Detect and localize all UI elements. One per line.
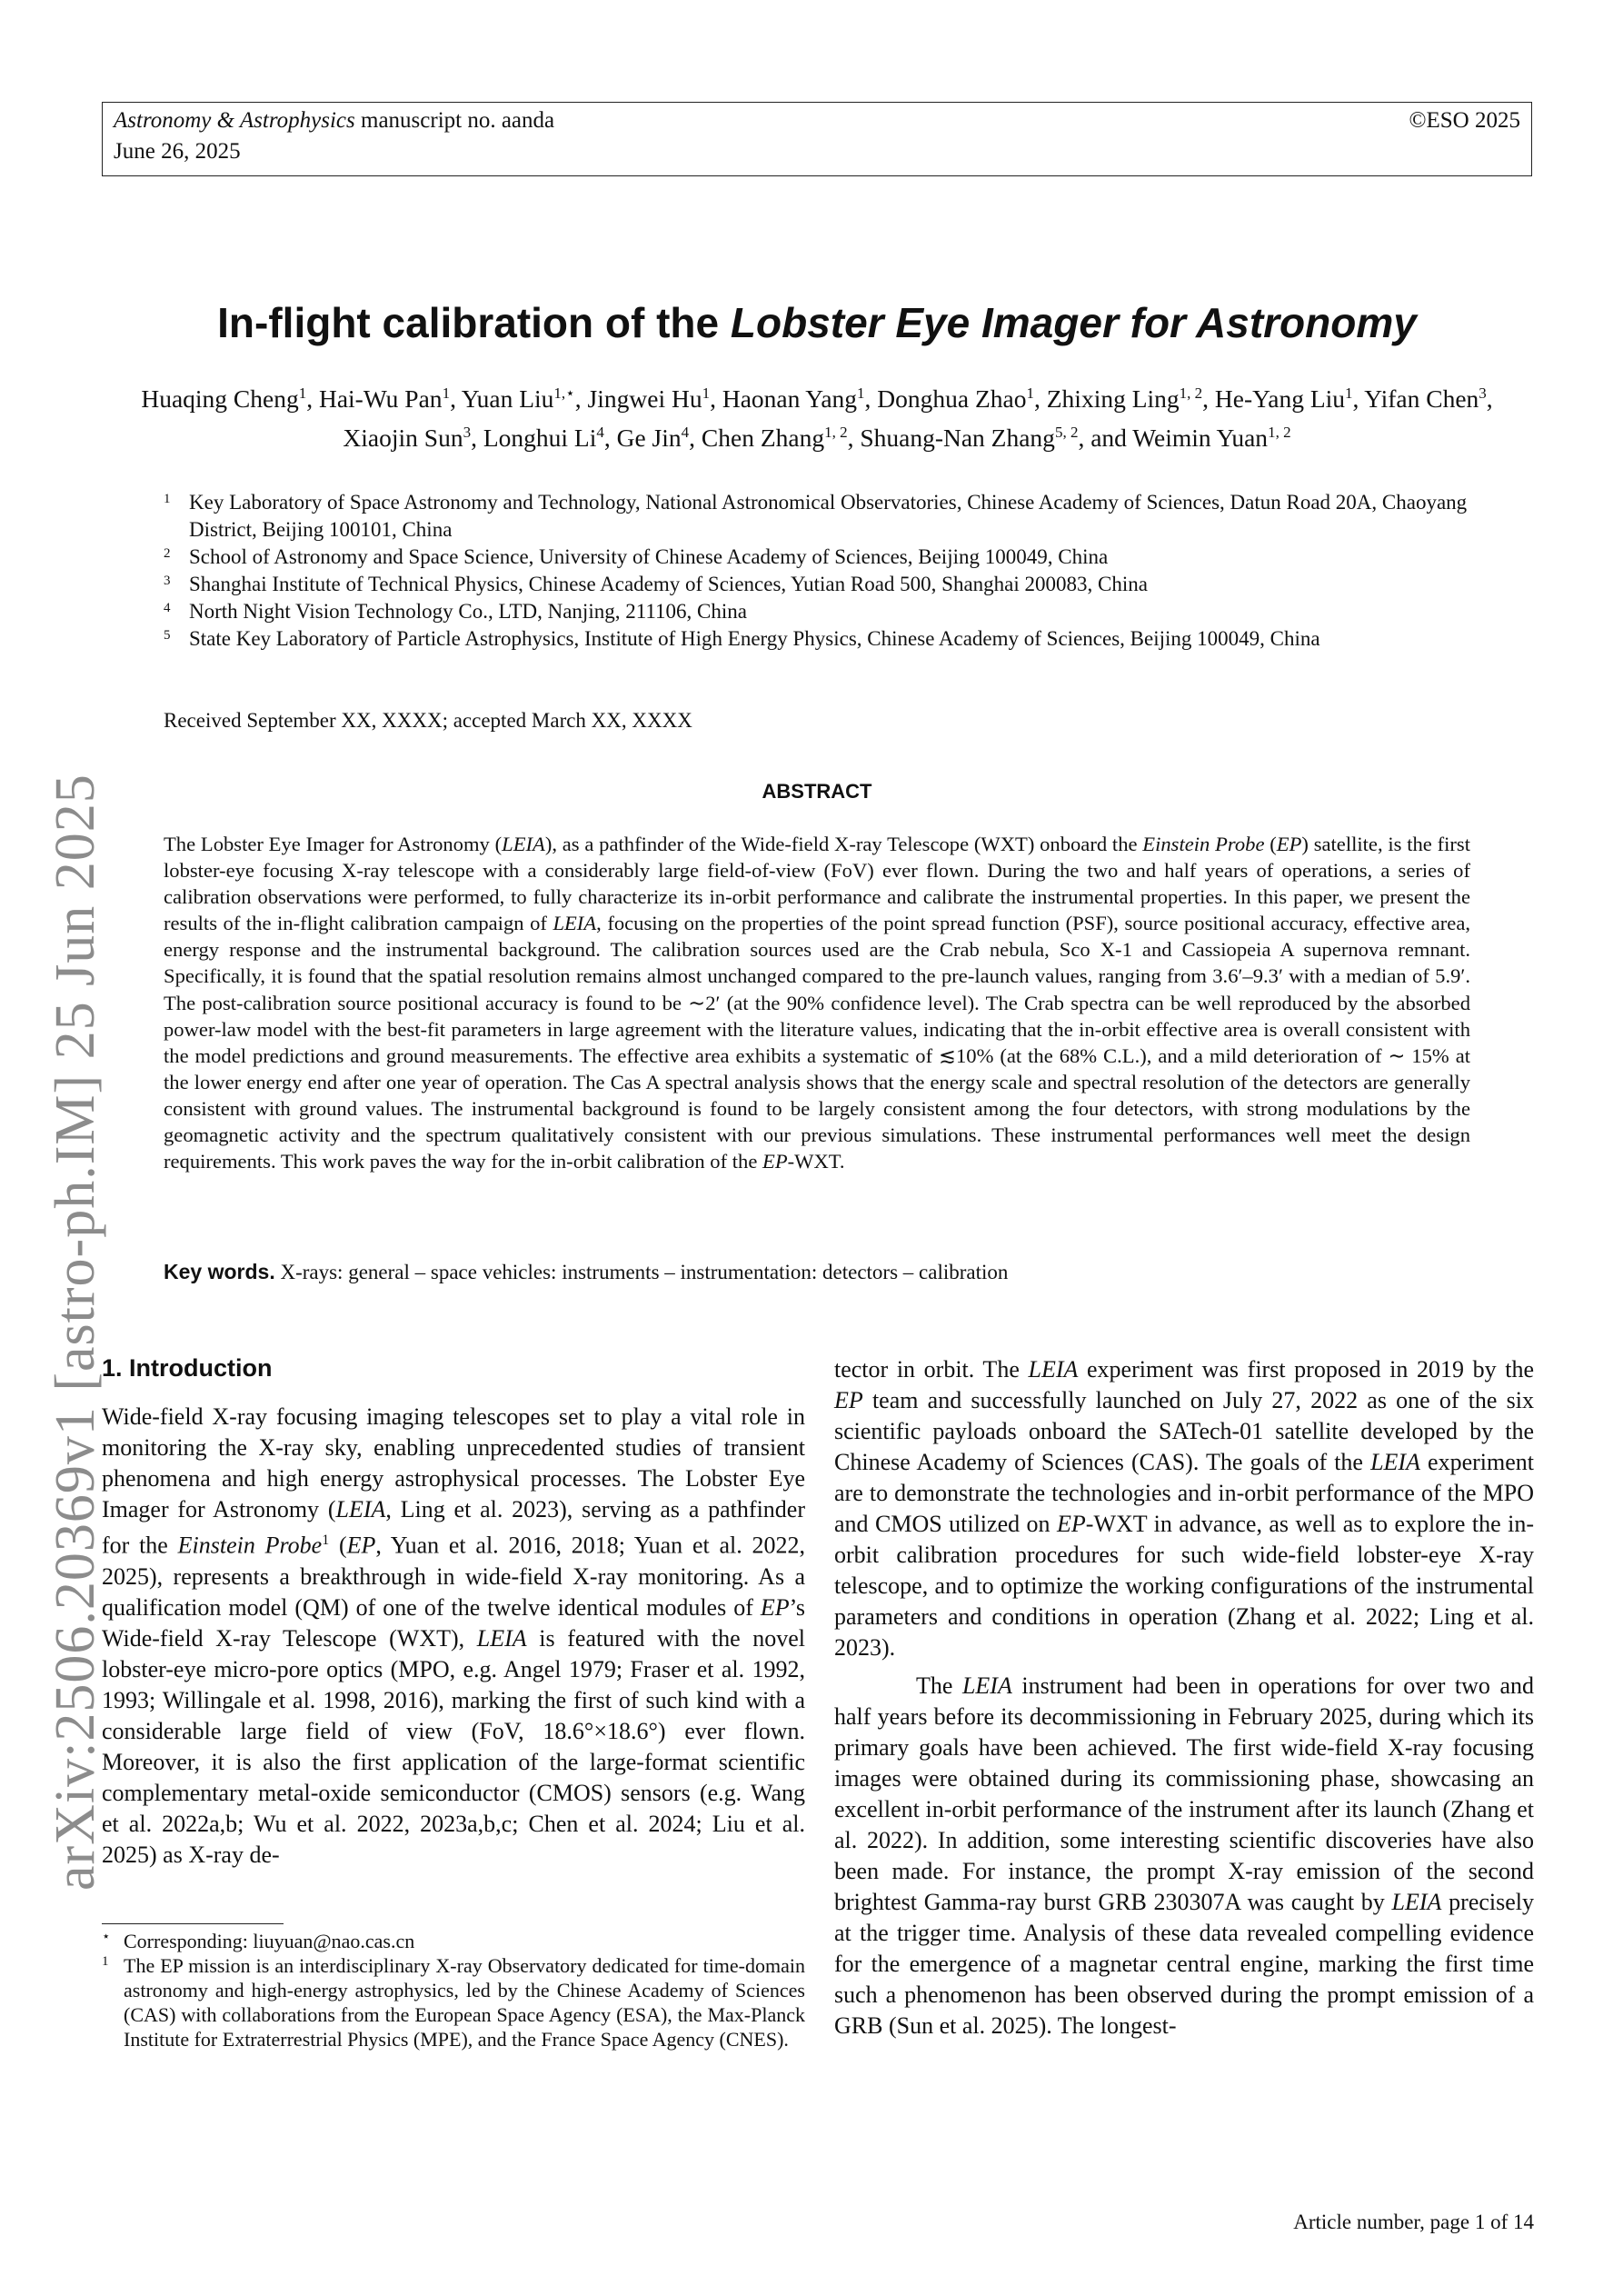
affiliation: 4 North Night Vision Technology Co., LTD, Nanjing, 211106, China (164, 600, 747, 623)
received-dates: Received September XX, XXXX; accepted March XX, XXXX (164, 709, 692, 732)
manuscript-date: June 26, 2025 (114, 139, 241, 164)
footnote-divider (102, 1923, 284, 1924)
abstract-text: The Lobster Eye Imager for Astronomy (LEIA), as a pathfinder of the Wide-field X-ray Telescope (WXT) onboard the Einstein Probe (EP) satellite, is the first lobster-eye focusing X-ray telescope with a considerably large field-of-view (FoV) ever flown. During the two and half years of operations, a series of calibration observations were performed, to fully characterize its in-orbit performance and calibrate the instrumental properties. In this paper, we present the results of the in-flight calibration campaign of LEIA, focusing on the properties of the point spread function (PSF), source positional accuracy, effective area, energy response and the instrumental background. The calibration sources used are the Crab nebula, Sco X-1 and Cassiopeia A supernova remnant. Specifically, it is found that the spatial resolution remains almost unchanged compared to the pre-launch values, ranging from 3.6′–9.3′ with a median of 5.9′. The post-calibration source positional accuracy is found to be ∼2′ (at the 90% confidence level). The Crab spectra can be well reproduced by the absorbed power-law model with the best-fit parameters in large agreement with the literature values, indicating that the in-orbit effective area is overall consistent with the model predictions and ground measurements. The effective area exhibits a systematic of ≲10% (at the 68% C.L.), and a mild deterioration of ∼ 15% at the lower energy end after one year of operation. The Cas A spectral analysis shows that the energy scale and spectral resolution of the detectors are generally consistent with ground values. The instrumental background is found to be largely consistent among the four detectors, with strong modulations by the geomagnetic activity and the spectrum qualitatively consistent with our previous simulations. These instrumental performances well meet the design requirements. This work paves the way for the in-orbit calibration of the EP-WXT. (164, 833, 1470, 1173)
paper-title: In-flight calibration of the Lobster Eye Imager for Astronomy (217, 299, 1417, 346)
arxiv-identifier[interactable]: arXiv:2506.20369v1 [astro-ph.IM] 25 Jun 2025 (45, 774, 106, 1891)
paragraph: The LEIA instrument had been in operations for over two and half years before its decommissioning in February 2025, during which its primary goals have been achieved. The first wide-field X-ray focusing images were obtained during its commissioning phase, showcasing an excellent in-orbit performance of the instrument after its launch (Zhang et al. 2022). In addition, some interesting scientific discoveries have also been made. For instance, the prompt X-ray emission of the second brightest Gamma-ray burst GRB 230307A was caught by LEIA precisely at the trigger time. Analysis of these data revealed compelling evidence for the emergence of a magnetar central engine, marking the first time such a phenomenon has been observed during the prompt emission of a GRB (Sun et al. 2025). The longest- (834, 1672, 1535, 2039)
journal-header (102, 102, 1532, 176)
intro-right-column (834, 1354, 1534, 2041)
affiliation: 3 Shanghai Institute of Technical Physics, Chinese Academy of Sciences, Yutian Road 500, Shanghai 200083, China (164, 573, 1148, 595)
affiliations (164, 489, 1490, 653)
page-footer: Article number, page 1 of 14 (1293, 2211, 1534, 2233)
keywords: Key words. X-rays: general – space vehicles: instruments – instrumentation: detectors – calibration (164, 1260, 1009, 1283)
abstract-heading: ABSTRACT (762, 780, 872, 803)
journal-name: Astronomy & Astrophysics manuscript no. aanda (114, 108, 555, 133)
footnote-ep-mission: 1 The EP mission is an interdisciplinary X-ray Observatory dedicated for time-domain astronomy and high-energy astrophysics, led by the Chinese Academy of Sciences (CAS) with collaborations from the European Space Agency (ESA), the Max-Planck Institute for Extraterrestrial Physics (MPE), and the France Space Agency (CNES). (102, 1954, 805, 2051)
affiliation: 5 State Key Laboratory of Particle Astrophysics, Institute of High Energy Physics, Chinese Academy of Sciences, Beijing 100049, China (164, 627, 1320, 650)
affiliation: 1 Key Laboratory of Space Astronomy and Technology, National Astronomical Observatories, Chinese Academy of Sciences, Datun Road 20A, Chaoyang District, Beijing 100101, China (164, 491, 1468, 541)
paragraph: tector in orbit. The LEIA experiment was first proposed in 2019 by the EP team and successfully launched on July 27, 2022 as one of the six scientific payloads onboard the SATech-01 satellite developed by the Chinese Academy of Sciences (CAS). The goals of the LEIA experiment are to demonstrate the technologies and in-orbit performance of the MPO and CMOS utilized on EP-WXT in advance, as well as to explore the in-orbit calibration procedures for such wide-field lobster-eye X-ray telescope, and to optimize the working configurations of the instrumental parameters and conditions in operation (Zhang et al. 2022; Ling et al. 2023). (834, 1356, 1535, 1661)
section-heading-introduction: 1. Introduction (102, 1354, 273, 1382)
copyright: ©ESO 2025 (1409, 108, 1520, 133)
footnotes (102, 1929, 805, 2051)
footnote-corresponding: ⋆ Corresponding: liuyuan@nao.cas.cn (102, 1930, 415, 1952)
affiliation: 2 School of Astronomy and Space Science, University of Chinese Academy of Sciences, Beijing 100049, China (164, 545, 1109, 568)
author-list: Huaqing Cheng$^1$, Hai-Wu Pan$^1$, Yuan Liu$^{1,⋆}$, Jingwei Hu$^1$, Haonan Yang$^1$, Donghua Zhao$^1$, Zhixing Ling$^{1, 2}$, He-Yang Liu$^1$, Yifan Chen$^3$, Xiaojin Sun$^3$, Longhui Li$^4$, Ge Jin$^4$, Chen Zhang$^{1, 2}$, Shuang-Nan Zhang$^{5, 2}$, and Weimin Yuan$^{1, 2}$ (141, 384, 1493, 453)
footnote-ref[interactable]: 1 (322, 1532, 330, 1548)
intro-left-column: Wide-field X-ray focusing imaging telescopes set to play a vital role in monitoring the X-ray sky, enabling unprecedented studies of transient phenomena and high energy astrophysical processes. The Lobster Eye Imager for Astronomy (LEIA, Ling et al. 2023), serving as a pathfinder for the Einstein Probe$^1$ (EP, Yuan et al. 2016, 2018; Yuan et al. 2022, 2025), represents a breakthrough in wide-field X-ray monitoring. As a qualification model (QM) of one of the twelve identical modules of EP’s Wide-field X-ray Telescope (WXT), LEIA is featured with the novel lobster-eye micro-pore optics (MPO, e.g. Angel 1979; Fraser et al. 1992, 1993; Willingale et al. 1998, 2016), marking the first of such kind with a considerable large field of view (FoV, 18.6°×18.6°) ever flown. Moreover, it is also the first application of the large-format scientific complementary metal-oxide semiconductor (CMOS) sensors (e.g. Wang et al. 2022a,b; Wu et al. 2022, 2023a,b,c; Chen et al. 2024; Liu et al. 2025) as X-ray de- (102, 1403, 805, 1868)
